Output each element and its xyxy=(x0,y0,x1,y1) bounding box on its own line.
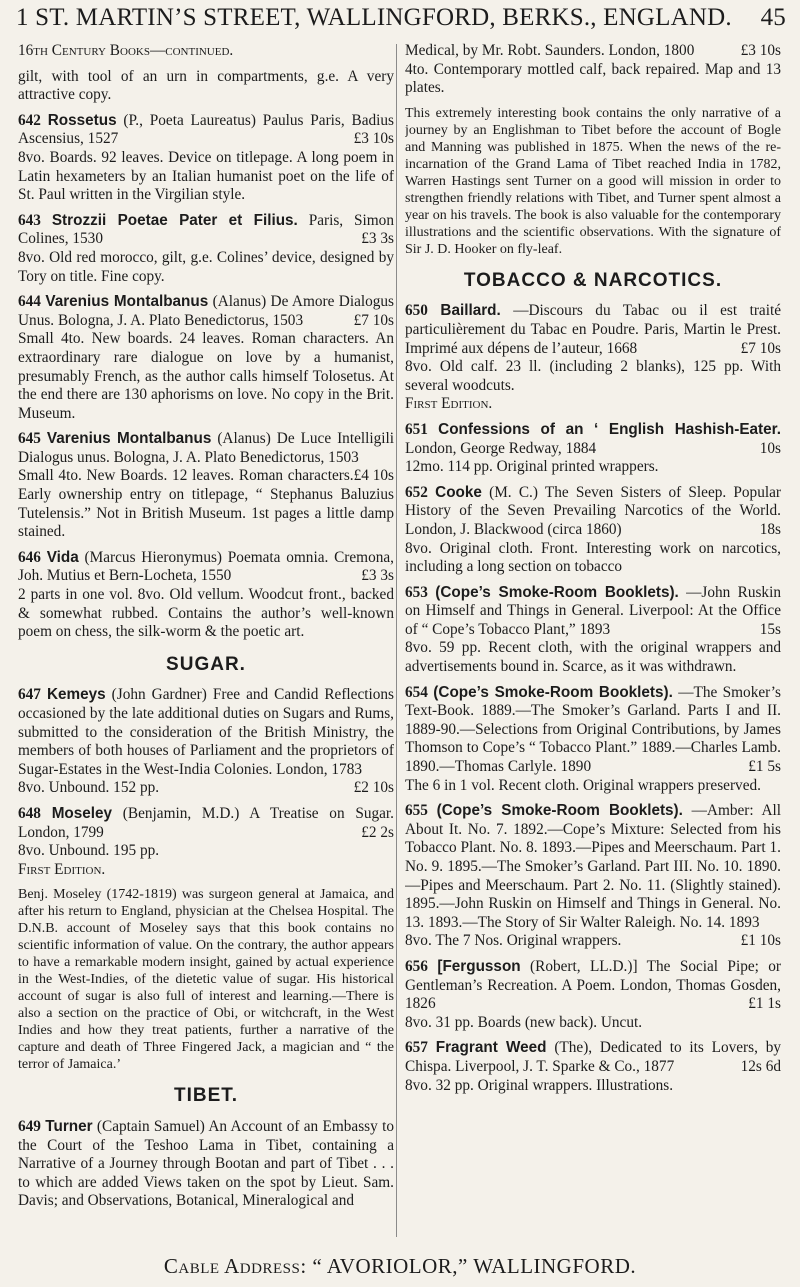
left-entries xyxy=(18,112,394,642)
page-number: 45 xyxy=(760,4,786,31)
entry-price: 15s xyxy=(759,620,781,638)
entry-price: £3 3s xyxy=(361,567,394,585)
entry-edition: First Edition. xyxy=(18,860,106,878)
entry-price: 10s xyxy=(759,439,781,457)
entry-citation: (Captain Samuel) An Account of an Embassy to the Court of the Teshoo Lama in Tibet, containing a Narrative of a Journey through Bootan and part of Tibet . . . to which are added Views taken on the spot by Lieut. Sam. Davis; and Observations, Botanical, Mineralogical and xyxy=(18,1117,394,1210)
left-column xyxy=(18,42,394,1239)
entry-number: 643 xyxy=(18,211,41,229)
right-column xyxy=(405,42,781,1239)
entry-price: £3 10s xyxy=(353,130,394,148)
entry-number: 649 xyxy=(18,1117,41,1135)
entry-citation: (John Gardner) Free and Candid Reflections occasioned by the late additional duties on Sugars and Rums, submitted to the consideration of the British Ministry, the members of both houses of Parliament and the proprietors of Sugar-Estates in the West-India Colonies. London, 1783 xyxy=(18,686,394,778)
entry-author: (Cope’s Smoke-Room Booklets). xyxy=(436,802,683,820)
entry-description: 8vo. Boards. 92 leaves. Device on titlepage. A long poem in Latin hexameters by an Italian humanist poet on the life of St. Paul written in the Virgilian style. xyxy=(18,148,394,204)
turner-continuation xyxy=(405,42,781,98)
entry-citation: —The Smoker’s Text-Book. 1889.—The Smoker’s Garland. Parts I and II. 1889-90.—Selections from Original Contributions, by James Thomson to Cope’s “ Tobacco Plant.” 1889.—Charles Lamb. 1890.—Thomas Carlyle. 1890 xyxy=(405,683,781,776)
entry-author: Confessions of an ‘ English Hashish-Eater. xyxy=(438,420,781,438)
intro-text: gilt, with tool of an urn in compartments, g.e. A very attractive copy. xyxy=(18,67,394,104)
catalogue-entry xyxy=(405,802,781,951)
entry-description: Small 4to. New boards. 24 leaves. Roman characters. An extraordinary rare dialogue on love by a humanist, presumably French, as the author calls himself Tolosetus. At the end there are 130 aphorisms on love. No copy in the Brit. Museum. xyxy=(18,330,394,422)
entry-price: £1 1s xyxy=(748,995,781,1013)
entry-description: 12mo. 114 pp. Original printed wrappers. xyxy=(405,458,659,476)
entry-description: 8vo. 59 pp. Recent cloth, with the original wrappers and advertisements bound in. Scarce, as it was withdrawn. xyxy=(405,639,781,676)
entry-price: £4 10s xyxy=(353,467,394,485)
entry-number: 646 xyxy=(18,548,41,566)
entry-author: Turner xyxy=(45,1117,93,1135)
entry-author: [Fergusson xyxy=(437,957,521,975)
entry-description: 8vo. 32 pp. Original wrappers. Illustrations. xyxy=(405,1076,674,1094)
catalogue-entry xyxy=(18,212,394,286)
turner-note: This extremely interesting book contains the only narrative of a journey by an Englishman to Tibet before the account of Bogle and Manning was published in 1875. When the news of the re-incarnation of the Grand Lama of Tibet reached India in 1782, Warren Hastings sent Turner on a good will mission in order to strengthen friendly relations with Tibet, and Turner spent almost a year on his travels. The book is also valuable for the contemporary illustrations and the scientific observations. With the signature of Sir J. D. Hooker on fly-leaf. xyxy=(405,105,781,257)
entry-price: £3 3s xyxy=(361,230,394,248)
entry-author: Cooke xyxy=(435,483,482,501)
running-title: 1 ST. MARTIN’S STREET, WALLINGFORD, BERKS., ENGLAND. xyxy=(16,4,732,31)
tibet-heading: TIBET. xyxy=(173,1085,239,1107)
cable-address xyxy=(0,1254,800,1279)
entry-price: £7 10s xyxy=(740,339,781,357)
catalogue-entry xyxy=(18,1118,394,1211)
turner-cont-text: Medical, by Mr. Robt. Saunders. London, 1800 xyxy=(405,42,695,59)
entry-citation: (Alanus) De Amore Dialogus Unus. Bologna, J. A. Plato Benedictorus, 1503 xyxy=(18,293,394,329)
entry-description: 8vo. Unbound. 195 pp. xyxy=(18,842,160,860)
entry-price: 12s 6d xyxy=(740,1057,781,1075)
entry-edition: First Edition. xyxy=(405,395,493,413)
tibet-entries xyxy=(18,1118,394,1211)
entry-number: 654 xyxy=(405,683,428,701)
catalogue-entry xyxy=(405,958,781,1032)
entry-price: £1 10s xyxy=(740,932,781,950)
entry-number: 655 xyxy=(405,802,428,820)
sugar-entries xyxy=(18,686,394,1073)
entry-citation: (The), Dedicated to its Lovers, by Chispa. Liverpool, J. T. Sparke & Co., 1877 xyxy=(405,1039,781,1075)
entry-author: Fragrant Weed xyxy=(435,1039,547,1057)
entry-price: £2 10s xyxy=(353,779,394,797)
entry-description: 8vo. Original cloth. Front. Interesting work on narcotics, including a long section on tobacco xyxy=(405,539,781,576)
entry-number: 657 xyxy=(405,1039,428,1057)
entry-number: 651 xyxy=(405,420,428,438)
catalogue-entry xyxy=(405,302,781,414)
entry-citation: (Alanus) De Luce Intelligili Dialogus unus. Bologna, J. A. Plato Benedictorus, 1503 xyxy=(18,430,394,466)
entry-citation: (M. C.) The Seven Sisters of Sleep. Popular History of the Seven Prevailing Narcotics of the World. London, J. Blackwood (circa 1860) xyxy=(405,483,781,538)
entry-number: 653 xyxy=(405,583,428,601)
entry-citation: (P., Poeta Laureatus) Paulus Paris, Badius Ascensius, 1527 xyxy=(18,111,394,148)
entry-author: (Cope’s Smoke-Room Booklets). xyxy=(435,583,679,601)
catalogue-entry xyxy=(405,684,781,796)
entry-citation: —John Ruskin on Himself and Things in General. Liverpool: At the Office of “ Cope’s Tobacco Plant,” 1893 xyxy=(405,583,781,638)
right-entries xyxy=(405,302,781,1095)
entry-number: 656 xyxy=(405,957,428,975)
entry-author: Kemeys xyxy=(46,686,106,704)
catalogue-entry xyxy=(18,805,394,879)
entry-citation: (Robert, LL.D.)] The Social Pipe; or Gentleman’s Recreation. A Poem. London, Thomas Gosden, 1826 xyxy=(405,957,781,1013)
column-rule xyxy=(396,44,397,1237)
entry-author: Varenius Montalbanus xyxy=(46,430,212,448)
entry-citation: (Marcus Hieronymus) Poemata omnia. Cremona, Joh. Mutius et Bern-Locheta, 1550 xyxy=(18,548,394,585)
entry-description: 8vo. 31 pp. Boards (new back). Uncut. xyxy=(405,1013,643,1031)
entry-description: The 6 in 1 vol. Recent cloth. Original wrappers preserved. xyxy=(405,776,761,794)
entry-author: (Cope’s Smoke-Room Booklets). xyxy=(433,683,673,701)
entry-number: 645 xyxy=(18,430,41,448)
catalogue-entry xyxy=(18,293,394,423)
turner-price: £3 10s xyxy=(740,42,781,59)
entry-author: Baillard. xyxy=(440,302,501,320)
section-heading: 16th Century Books—continued. xyxy=(18,42,234,59)
entry-author: Vida xyxy=(46,548,79,566)
entry-number: 644 xyxy=(18,293,41,311)
cable-address-text: Cable Address: “ AVORIOLOR,” WALLINGFORD. xyxy=(163,1254,637,1278)
entry-citation: Paris, Simon Colines, 1530 xyxy=(18,211,394,248)
entry-number: 650 xyxy=(405,302,428,320)
entry-price: £7 10s xyxy=(353,311,394,329)
running-header xyxy=(0,0,800,36)
entry-description: 2 parts in one vol. 8vo. Old vellum. Woodcut front., backed & somewhat rubbed. Contains the author’s well-known poem on chess, the silk-worm & the poetic art. xyxy=(18,586,394,641)
entry-price: £2 2s xyxy=(361,823,394,841)
catalogue-entry xyxy=(405,584,781,677)
entry-note: Benj. Moseley (1742-1819) was surgeon general at Jamaica, and after his return to England, physician at the Chelsea Hospital. The D.N.B. account of Moseley says that this book contains no scientific information of value. On the contrary, the author appears to have a remarkable modern insight, gained by actual experience in the West-Indies, of the dietetic value of sugar. His historical account of sugar is also full of interest and learning.—There is also a section on the practice of Obi, or witchcraft, in the West Indies and how they treat patients, further a narrative of the capture and death of Three Fingered Jack, a magician and “ the terror of Jamaica.’ xyxy=(18,887,394,1073)
entry-description: 8vo. The 7 Nos. Original wrappers. xyxy=(405,932,622,950)
entry-author: Moseley xyxy=(51,804,113,822)
entry-description: Small 4to. New Boards. 12 leaves. Roman characters. Early ownership entry on titlepage, “ Stephanus Baluzius Tutelensis.” Not in British Museum. 1st pages a little damp stained. xyxy=(18,467,394,541)
catalogue-entry xyxy=(405,1039,781,1095)
entry-number: 648 xyxy=(18,804,41,822)
catalogue-entry xyxy=(18,549,394,642)
entry-author: Strozzii Poetae Pater et Filius. xyxy=(51,211,298,229)
entry-description: 8vo. Old calf. 23 ll. (including 2 blanks), 125 pp. With several woodcuts. xyxy=(405,358,781,394)
entry-price: £1 5s xyxy=(748,758,781,776)
entry-description: 8vo. Old red morocco, gilt, g.e. Colines’ device, designed by Tory on title. Fine copy. xyxy=(18,248,394,285)
entry-author: Varenius Montalbanus xyxy=(45,293,209,311)
entry-citation: (Benjamin, M.D.) A Treatise on Sugar. London, 1799 xyxy=(18,804,394,841)
entry-citation: —Discours du Tabac ou il est traité particulièrement du Tabac en Poudre. Paris, Martin le Prest. Imprimé aux dépens de l’auteur, 1668 xyxy=(405,302,781,357)
tobacco-heading: TOBACCO & NARCOTICS. xyxy=(463,269,723,291)
continuation-heading xyxy=(18,42,394,61)
catalogue-entry xyxy=(18,112,394,205)
catalogue-entry xyxy=(18,686,394,798)
entry-citation: London, George Redway, 1884 xyxy=(405,439,597,457)
entry-description: 8vo. Unbound. 152 pp. xyxy=(18,779,160,797)
sugar-heading: SUGAR. xyxy=(166,653,246,675)
entry-citation: —Amber: All About It. No. 7. 1892.—Cope’s Mixture: Selected from his Tobacco Plant. No. 8. 1893.—Pipes and Meerschaum. Part 1. No. 9. 1895.—The Smoker’s Garland. Part III. No. 10. 1890.—Pipes and Meerschaum. Part 2. No. 11. (Slightly stained). 1895.—John Ruskin on Himself and Things in General. No. 13. 1893.—The Story of Sir Walter Raleigh. No. 14. 1893 xyxy=(405,802,781,931)
entry-number: 642 xyxy=(18,111,41,129)
catalogue-entry xyxy=(18,430,394,542)
catalogue-entry xyxy=(405,421,781,477)
entry-price: 18s xyxy=(759,520,781,538)
catalogue-entry xyxy=(405,484,781,577)
entry-number: 652 xyxy=(405,483,428,501)
entry-author: Rossetus xyxy=(47,111,117,129)
turner-desc: 4to. Contemporary mottled calf, back repaired. Map and 13 plates. xyxy=(405,60,781,97)
entry-number: 647 xyxy=(18,686,41,704)
